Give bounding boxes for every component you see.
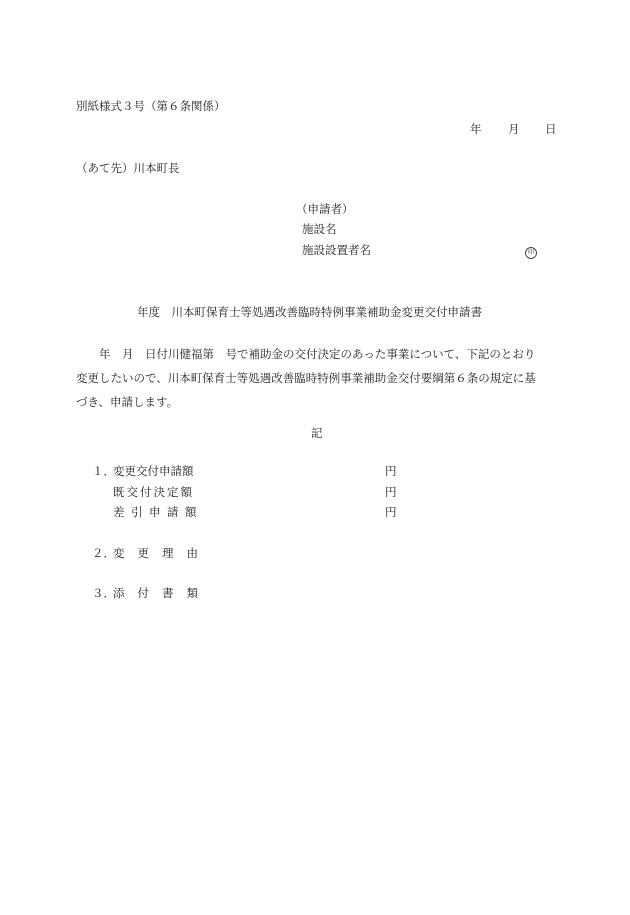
seal-icon: 印	[525, 247, 537, 259]
amount-difference-unit: 円	[385, 505, 397, 519]
body-line-1: 年 月 日付川健福第 号で補助金の交付決定のあった事業について、下記のとおり	[76, 347, 536, 361]
change-reason-label: 変更理由	[113, 546, 211, 560]
body-line-2: 変更したいので、川本町保育士等処遇改善臨時特例事業補助金交付要綱第６条の規定に基	[76, 371, 536, 385]
record-heading: 記	[311, 426, 323, 440]
amount-change-label: 変更交付申請額	[113, 464, 194, 478]
item-2-number: ２．	[92, 546, 115, 560]
applicant-heading: （申請者）	[296, 202, 354, 216]
date-month: 月	[508, 122, 520, 136]
facility-name-label: 施設名	[302, 222, 337, 236]
seal-mark	[525, 245, 537, 259]
amount-difference-label: 差引申請額	[113, 505, 203, 519]
item-3-number: ３．	[92, 586, 115, 600]
date-day: 日	[545, 122, 557, 136]
form-number: 別紙様式３号（第６条関係）	[76, 99, 226, 113]
addressee: （あて先）川本町長	[76, 161, 180, 175]
amount-change-unit: 円	[385, 464, 397, 478]
founder-name-label: 施設設置者名	[302, 243, 371, 257]
date-year: 年	[470, 122, 482, 136]
amount-decided-label: 既交付決定額	[113, 485, 194, 499]
item-1-number: １．	[92, 464, 115, 478]
body-line-3: づき、申請します。	[76, 395, 179, 409]
amount-decided-unit: 円	[385, 485, 397, 499]
attachments-label: 添付書類	[113, 586, 211, 600]
body-paragraph	[76, 342, 556, 414]
document-title: 年度 川本町保育士等処遇改善臨時特例事業補助金変更交付申請書	[137, 305, 482, 319]
